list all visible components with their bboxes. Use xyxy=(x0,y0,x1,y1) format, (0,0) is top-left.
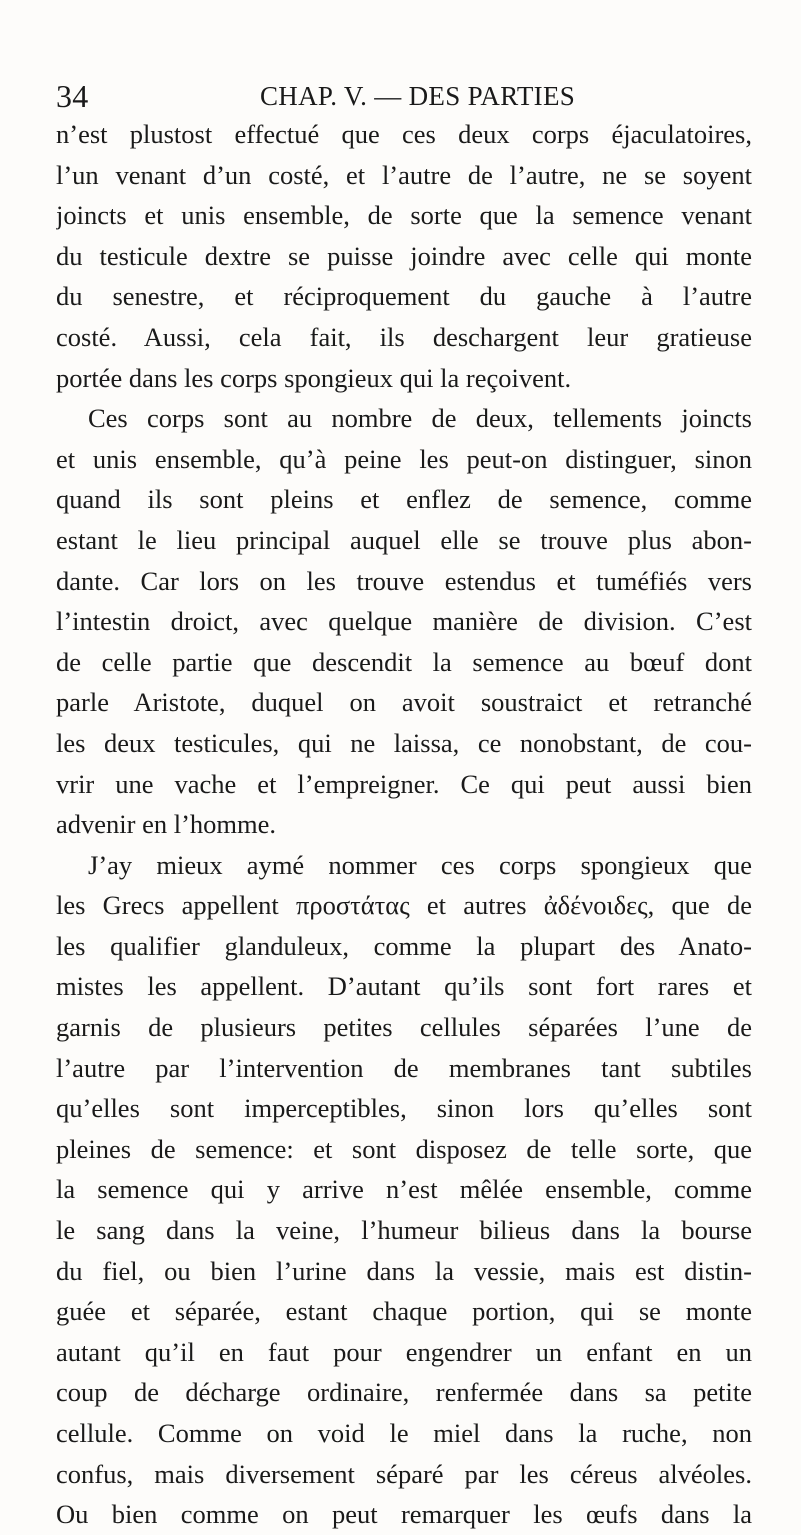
text-line: les deux testicules, qui ne laissa, ce nonobstant, de cou- xyxy=(56,727,752,758)
text-line: advenir en l’homme. xyxy=(56,809,277,840)
text-line: J’ay mieux aymé nommer ces corps spongieux que xyxy=(88,849,752,880)
text-line: qu’elles sont imperceptibles, sinon lors qu’elles sont xyxy=(56,1093,752,1124)
text-line: Ou bien comme on peut remarquer les œufs dans la xyxy=(56,1499,752,1530)
text-line: de celle partie que descendit la semence au bœuf dont xyxy=(56,646,752,677)
text-line: n’est plustost effectué que ces deux corps éjaculatoires, xyxy=(56,119,752,149)
text-line: du senestre, et réciproquement du gauche à l’autre xyxy=(56,281,752,312)
text-line: confus, mais diversement séparé par les céreus alvéoles. xyxy=(56,1458,752,1489)
text-line: l’intestin droict, avec quelque manière de division. C’est xyxy=(56,606,752,637)
running-title: CHAP. V. — DES PARTIES xyxy=(260,81,576,111)
text-line: du fiel, ou bien l’urine dans la vessie, mais est distin- xyxy=(56,1255,752,1286)
text-line: joincts et unis ensemble, de sorte que la semence venant xyxy=(56,200,752,231)
page-number: 34 xyxy=(56,78,89,114)
text-line: parle Aristote, duquel on avoit soustraict et retranché xyxy=(56,687,752,718)
text-line: le sang dans la veine, l’humeur bilieus dans la bourse xyxy=(56,1215,752,1246)
text-line: l’un venant d’un costé, et l’autre de l’autre, ne se soyent xyxy=(56,159,752,190)
text-line: Ces corps sont au nombre de deux, tellements joincts xyxy=(88,403,752,434)
text-line: coup de décharge ordinaire, renfermée dans sa petite xyxy=(56,1377,752,1408)
text-line: dante. Car lors on les trouve estendus et tuméfiés vers xyxy=(56,565,752,596)
text-line: cellule. Comme on void le miel dans la ruche, non xyxy=(56,1418,752,1448)
text-line: costé. Aussi, cela fait, ils deschargent leur gratieuse xyxy=(56,321,752,352)
text-line: la semence qui y arrive n’est mêlée ensemble, comme xyxy=(56,1174,752,1205)
text-line: pleines de semence: et sont disposez de telle sorte, que xyxy=(56,1133,752,1164)
text-line: les Grecs appellent προστάτας et autres ἀδένοιδες, que de xyxy=(56,890,752,921)
text-line: garnis de plusieurs petites cellules séparées l’une de xyxy=(56,1012,752,1043)
text-line: portée dans les corps spongieux qui la reçoivent. xyxy=(56,362,572,393)
text-line: quand ils sont pleins et enflez de semence, comme xyxy=(56,484,752,515)
text-line: du testicule dextre se puisse joindre avec celle qui monte xyxy=(56,240,752,271)
text-line: et unis ensemble, qu’à peine les peut-on distinguer, sinon xyxy=(56,443,752,474)
text-line: vrir une vache et l’empreigner. Ce qui peut aussi bien xyxy=(56,768,752,799)
text-line: mistes les appellent. D’autant qu’ils sont fort rares et xyxy=(56,971,752,1002)
text-line: estant le lieu principal auquel elle se trouve plus abon- xyxy=(56,524,752,555)
text-line: autant qu’il en faut pour engendrer un enfant en un xyxy=(56,1336,752,1367)
text-line: l’autre par l’intervention de membranes tant subtiles xyxy=(56,1052,752,1083)
body-text xyxy=(56,114,752,1535)
text-line: guée et séparée, estant chaque portion, qui se monte xyxy=(56,1296,752,1327)
page-header xyxy=(56,76,752,116)
text-line: les qualifier glanduleux, comme la plupart des Anato- xyxy=(56,930,752,961)
